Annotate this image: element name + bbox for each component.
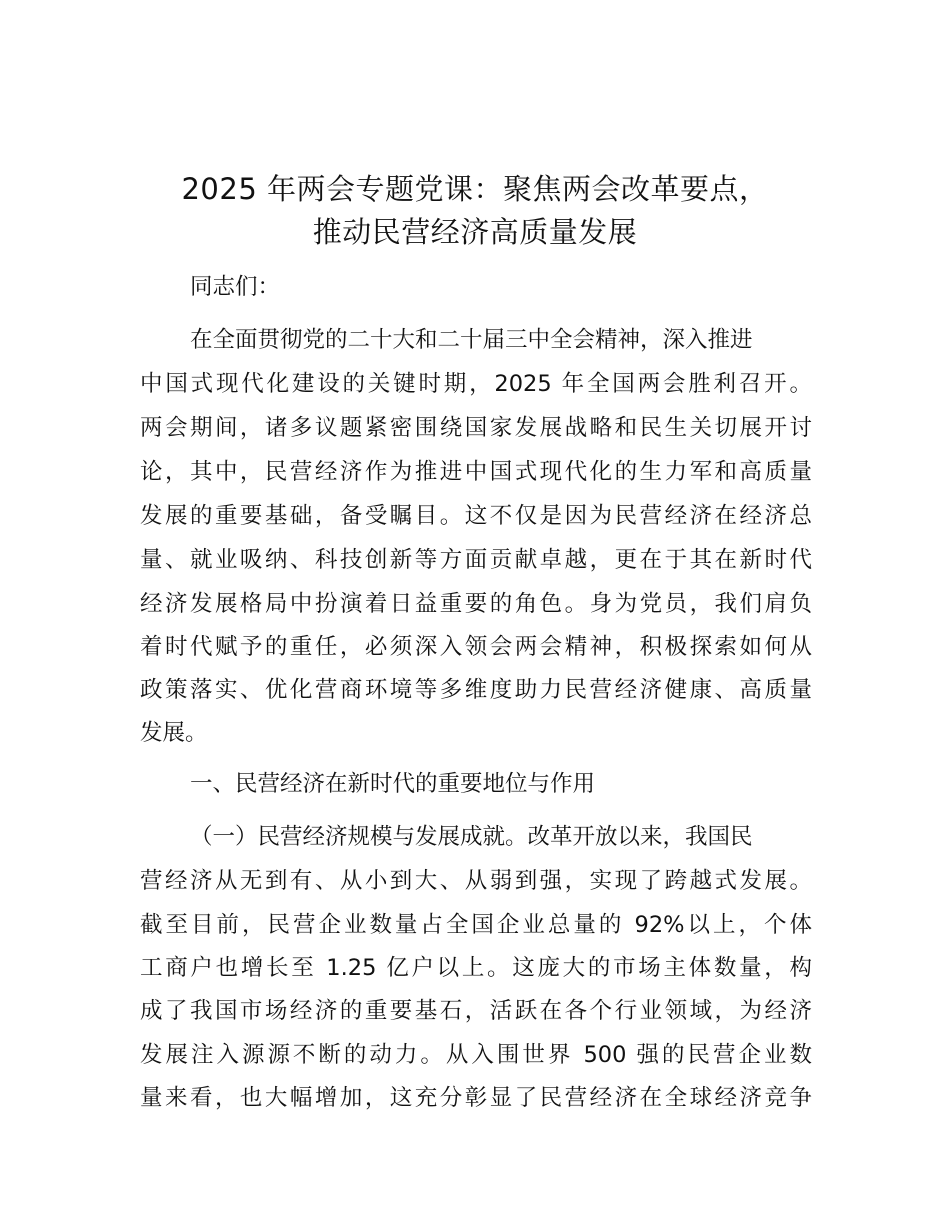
paragraph-line: 量、就业吸纳、科技创新等方面贡献卓越，更在于其在新时代 bbox=[140, 547, 812, 573]
document-title-line-2: 推动民营经济高质量发展 bbox=[312, 215, 638, 249]
paragraph-line: 中国式现代化建设的关键时期，2025 年全国两会胜利召开。 bbox=[140, 371, 812, 397]
paragraph-line: （一）民营经济规模与发展成就。改革开放以来，我国民 bbox=[190, 824, 753, 850]
paragraph-line: 着时代赋予的重任，必须深入领会两会精神，积极探索如何从 bbox=[140, 634, 812, 660]
paragraph-line: 发展。 bbox=[140, 720, 208, 746]
paragraph-line: 截至目前，民营企业数量占全国企业总量的 92%以上，个体 bbox=[140, 912, 812, 938]
paragraph-line: 经济发展格局中扮演着日益重要的角色。身为党员，我们肩负 bbox=[140, 591, 812, 617]
paragraph-line: 两会期间，诸多议题紧密围绕国家发展战略和民生关切展开讨 bbox=[140, 415, 812, 441]
paragraph-line: 在全面贯彻党的二十大和二十届三中全会精神，深入推进 bbox=[190, 327, 753, 353]
paragraph-line: 量来看，也大幅增加，这充分彰显了民营经济在全球经济竞争 bbox=[140, 1085, 812, 1111]
paragraph-line: 政策落实、优化营商环境等多维度助力民营经济健康、高质量 bbox=[140, 677, 812, 703]
greeting: 同志们： bbox=[190, 274, 281, 300]
paragraph-line: 论，其中，民营经济作为推进中国式现代化的生力军和高质量 bbox=[140, 459, 812, 485]
paragraph-line: 工商户也增长至 1.25 亿户以上。这庞大的市场主体数量，构 bbox=[140, 955, 812, 981]
paragraph-line: 发展注入源源不断的动力。从入围世界 500 强的民营企业数 bbox=[140, 1042, 812, 1068]
paragraph-line: 营经济从无到有、从小到大、从弱到强，实现了跨越式发展。 bbox=[140, 868, 812, 894]
paragraph-line: 成了我国市场经济的重要基石，活跃在各个行业领域，为经济 bbox=[140, 998, 812, 1024]
paragraph-line: 发展的重要基础，备受瞩目。这不仅是因为民营经济在经济总 bbox=[140, 503, 812, 529]
section-heading: 一、民营经济在新时代的重要地位与作用 bbox=[190, 771, 596, 797]
document-title-line-1: 2025 年两会专题党课：聚焦两会改革要点， bbox=[181, 172, 769, 206]
